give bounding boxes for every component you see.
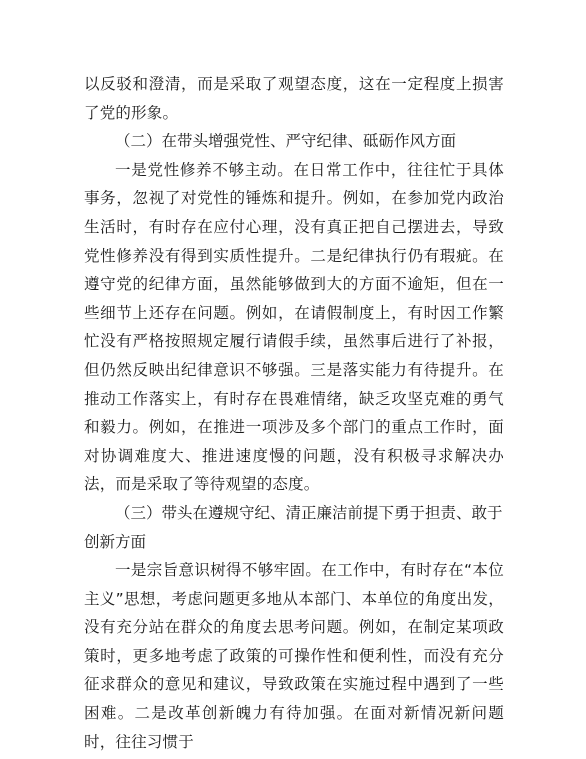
paragraph-section-2-body: 一是党性修养不够主动。在日常工作中，往往忙于具体事务，忽视了对党性的锤炼和提升。例如，在参加党内政治生活时，有时存在应付心理，没有真正把自己摆进去，导致党性修养没有得到实质性提升。二是纪律执行仍有瑕疵。在遵守党的纪律方面，虽然能够做到大的方面不逾矩，但在一些细节上还存在问题。例如，在请假制度上，有时因工作繁忙没有严格按照规定履行请假手续，虽然事后进行了补报，但仍然反映出纪律意识不够强。三是落实能力有待提升。在推动工作落实上，有时存在畏难情绪，缺乏攻坚克难的勇气和毅力。例如，在推进一项涉及多个部门的重点工作时，面对协调难度大、推进速度慢的问题，没有积极寻求解决办法，而是采取了等待观望的态度。 bbox=[84, 160, 504, 494]
paragraph-section-3-body: 一是宗旨意识树得不够牢固。在工作中，有时存在“本位主义”思想，考虑问题更多地从本部门、本单位的角度出发，没有充分站在群众的角度去思考问题。例如，在制定某项政策时，更多地考虑了政策的可操作性和便利性，而没有充分征求群众的意见和建议，导致政策在实施过程中遇到了一些困难。二是改革创新魄力有待加强。在面对新情况新问题时，往往习惯于 bbox=[84, 561, 504, 751]
document-page bbox=[84, 70, 504, 756]
section-heading-2: （二）在带头增强党性、严守纪律、砥砺作风方面 bbox=[115, 132, 457, 151]
section-heading-3: （三）带头在遵规守纪、清正廉洁前提下勇于担责、敢于创新方面 bbox=[84, 503, 503, 551]
paragraph-continuation: 以反驳和澄清，而是采取了观望态度，这在一定程度上损害了党的形象。 bbox=[84, 75, 504, 122]
